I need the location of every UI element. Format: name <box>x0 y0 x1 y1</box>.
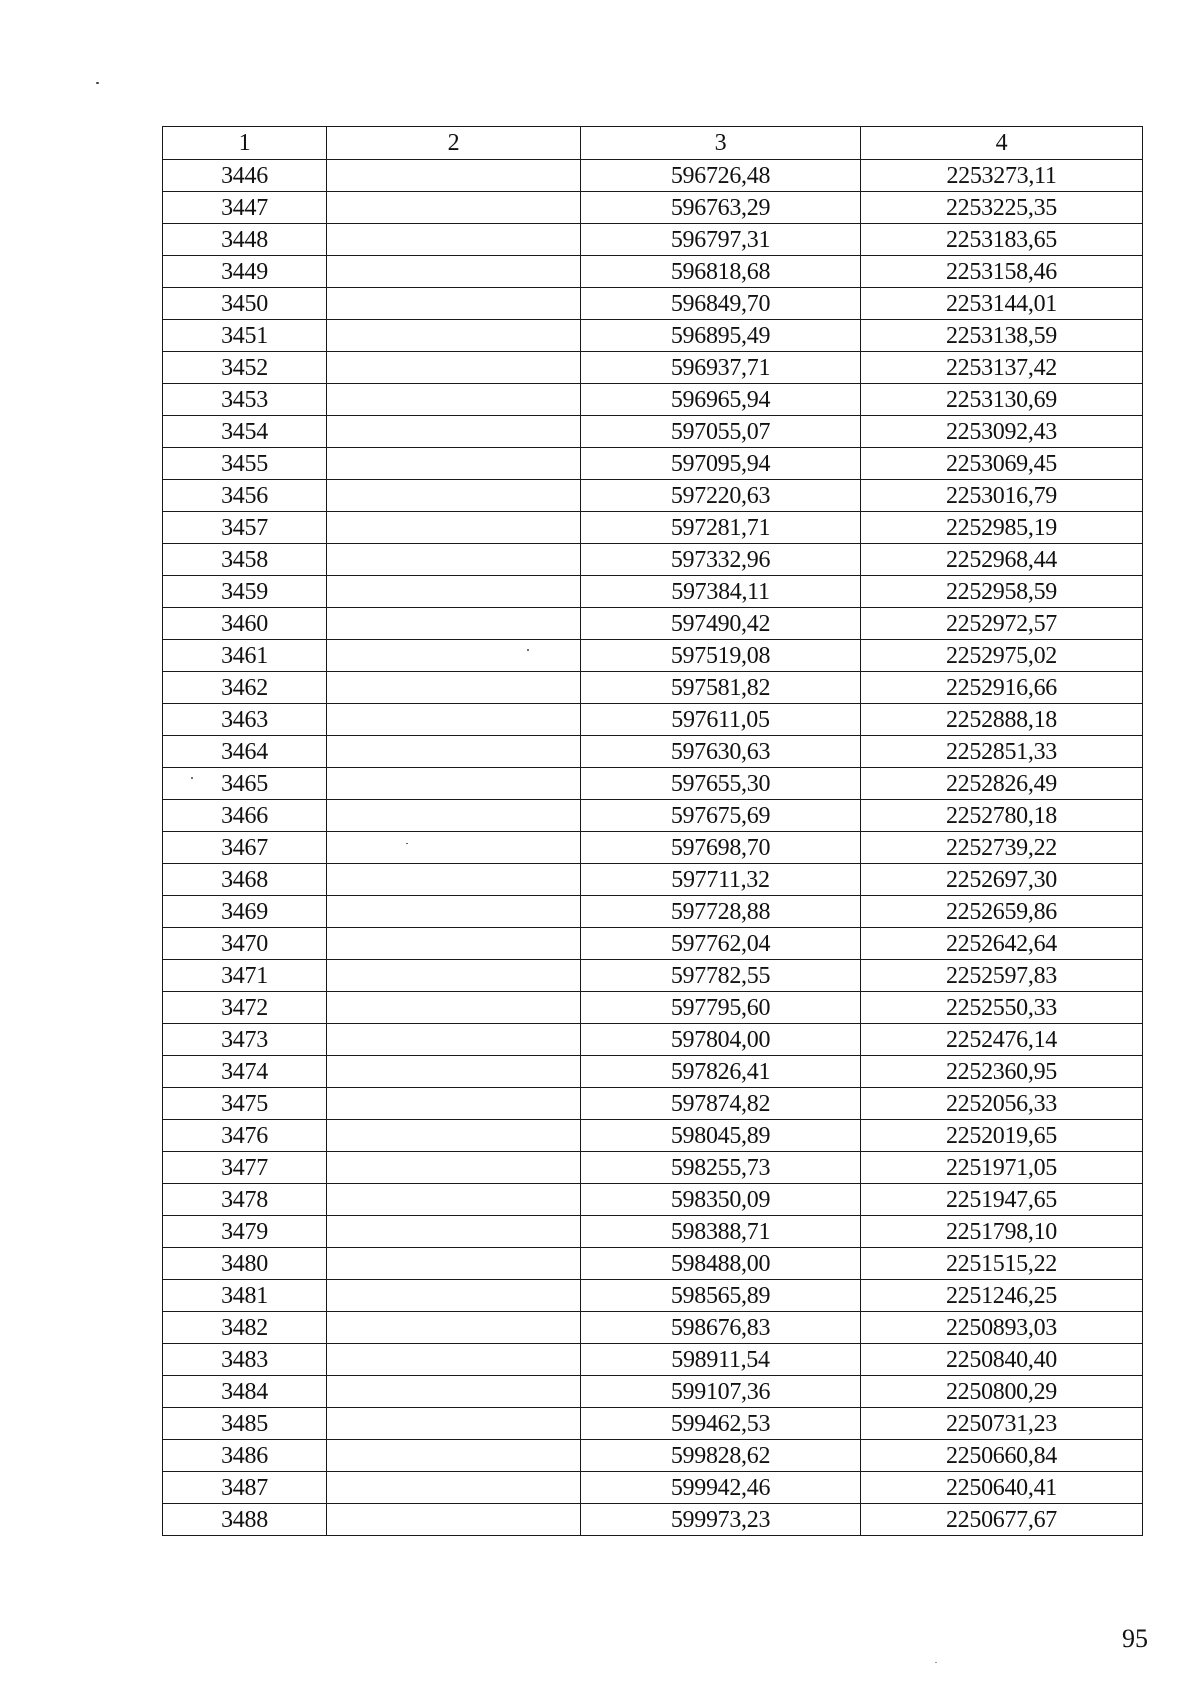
table-row <box>163 448 1143 480</box>
y-coordinate-cell: 2250800,29 <box>861 1376 1143 1408</box>
point-number-cell: 3459 <box>163 576 327 608</box>
description-cell <box>327 1216 581 1248</box>
y-coordinate-cell: 2253092,43 <box>861 416 1143 448</box>
y-coordinate-cell: 2252550,33 <box>861 992 1143 1024</box>
description-cell <box>327 192 581 224</box>
y-coordinate-cell: 2250731,23 <box>861 1408 1143 1440</box>
point-number-cell: 3458 <box>163 544 327 576</box>
description-cell <box>327 800 581 832</box>
point-number-cell: 3466 <box>163 800 327 832</box>
table-row <box>163 192 1143 224</box>
y-coordinate-cell: 2253183,65 <box>861 224 1143 256</box>
y-coordinate-cell: 2252851,33 <box>861 736 1143 768</box>
table-row <box>163 288 1143 320</box>
x-coordinate-cell: 598488,00 <box>581 1248 861 1280</box>
table-row <box>163 1120 1143 1152</box>
y-coordinate-cell: 2250640,41 <box>861 1472 1143 1504</box>
description-cell <box>327 288 581 320</box>
table-row <box>163 1504 1143 1536</box>
y-coordinate-cell: 2250677,67 <box>861 1504 1143 1536</box>
description-cell <box>327 864 581 896</box>
y-coordinate-cell: 2250840,40 <box>861 1344 1143 1376</box>
point-number-cell: 3464 <box>163 736 327 768</box>
y-coordinate-cell: 2252697,30 <box>861 864 1143 896</box>
y-coordinate-cell: 2253158,46 <box>861 256 1143 288</box>
description-cell <box>327 704 581 736</box>
table-row <box>163 1280 1143 1312</box>
point-number-cell: 3461 <box>163 640 327 672</box>
table-row <box>163 1344 1143 1376</box>
page-number: 95 <box>1122 1624 1148 1653</box>
table-row <box>163 800 1143 832</box>
y-coordinate-cell: 2251947,65 <box>861 1184 1143 1216</box>
table-row <box>163 1472 1143 1504</box>
point-number-cell: 3468 <box>163 864 327 896</box>
x-coordinate-cell: 597055,07 <box>581 416 861 448</box>
description-cell <box>327 640 581 672</box>
description-cell <box>327 416 581 448</box>
point-number-cell: 3475 <box>163 1088 327 1120</box>
x-coordinate-cell: 597675,69 <box>581 800 861 832</box>
point-number-cell: 3482 <box>163 1312 327 1344</box>
table-row <box>163 320 1143 352</box>
description-cell <box>327 608 581 640</box>
x-coordinate-cell: 599942,46 <box>581 1472 861 1504</box>
x-coordinate-cell: 596726,48 <box>581 160 861 192</box>
point-number-cell: 3446 <box>163 160 327 192</box>
table-row <box>163 736 1143 768</box>
x-coordinate-cell: 597762,04 <box>581 928 861 960</box>
point-number-cell: 3457 <box>163 512 327 544</box>
x-coordinate-cell: 597826,41 <box>581 1056 861 1088</box>
point-number-cell: 3447 <box>163 192 327 224</box>
y-coordinate-cell: 2252019,65 <box>861 1120 1143 1152</box>
y-coordinate-cell: 2250660,84 <box>861 1440 1143 1472</box>
table-row <box>163 1248 1143 1280</box>
description-cell <box>327 960 581 992</box>
table-row <box>163 1088 1143 1120</box>
point-number-cell: 3479 <box>163 1216 327 1248</box>
coordinates-table <box>162 126 1143 1536</box>
table-row <box>163 1152 1143 1184</box>
x-coordinate-cell: 597655,30 <box>581 768 861 800</box>
point-number-cell: 3487 <box>163 1472 327 1504</box>
point-number-cell: 3448 <box>163 224 327 256</box>
point-number-cell: 3456 <box>163 480 327 512</box>
y-coordinate-cell: 2253144,01 <box>861 288 1143 320</box>
description-cell <box>327 1408 581 1440</box>
table-row <box>163 864 1143 896</box>
y-coordinate-cell: 2253138,59 <box>861 320 1143 352</box>
description-cell <box>327 1376 581 1408</box>
table-row <box>163 1312 1143 1344</box>
table-row <box>163 672 1143 704</box>
point-number-cell: 3469 <box>163 896 327 928</box>
x-coordinate-cell: 597519,08 <box>581 640 861 672</box>
y-coordinate-cell: 2252916,66 <box>861 672 1143 704</box>
x-coordinate-cell: 597698,70 <box>581 832 861 864</box>
x-coordinate-cell: 597581,82 <box>581 672 861 704</box>
point-number-cell: 3449 <box>163 256 327 288</box>
x-coordinate-cell: 598388,71 <box>581 1216 861 1248</box>
x-coordinate-cell: 596763,29 <box>581 192 861 224</box>
column-header-2: 2 <box>327 127 581 160</box>
table-row <box>163 224 1143 256</box>
description-cell <box>327 1440 581 1472</box>
point-number-cell: 3481 <box>163 1280 327 1312</box>
description-cell <box>327 1152 581 1184</box>
x-coordinate-cell: 596818,68 <box>581 256 861 288</box>
y-coordinate-cell: 2252360,95 <box>861 1056 1143 1088</box>
description-cell <box>327 256 581 288</box>
point-number-cell: 3467 <box>163 832 327 864</box>
x-coordinate-cell: 598350,09 <box>581 1184 861 1216</box>
point-number-cell: 3460 <box>163 608 327 640</box>
description-cell <box>327 1184 581 1216</box>
description-cell <box>327 1088 581 1120</box>
x-coordinate-cell: 597804,00 <box>581 1024 861 1056</box>
x-coordinate-cell: 597490,42 <box>581 608 861 640</box>
description-cell <box>327 448 581 480</box>
description-cell <box>327 832 581 864</box>
y-coordinate-cell: 2251246,25 <box>861 1280 1143 1312</box>
y-coordinate-cell: 2253016,79 <box>861 480 1143 512</box>
y-coordinate-cell: 2253225,35 <box>861 192 1143 224</box>
point-number-cell: 3483 <box>163 1344 327 1376</box>
y-coordinate-cell: 2250893,03 <box>861 1312 1143 1344</box>
point-number-cell: 3452 <box>163 352 327 384</box>
description-cell <box>327 576 581 608</box>
y-coordinate-cell: 2252985,19 <box>861 512 1143 544</box>
description-cell <box>327 160 581 192</box>
table-row <box>163 576 1143 608</box>
y-coordinate-cell: 2253137,42 <box>861 352 1143 384</box>
description-cell <box>327 992 581 1024</box>
table-row <box>163 640 1143 672</box>
point-number-cell: 3462 <box>163 672 327 704</box>
column-header-1: 1 <box>163 127 327 160</box>
table-row <box>163 832 1143 864</box>
point-number-cell: 3480 <box>163 1248 327 1280</box>
table-row <box>163 352 1143 384</box>
table-row <box>163 1056 1143 1088</box>
x-coordinate-cell: 596797,31 <box>581 224 861 256</box>
y-coordinate-cell: 2252826,49 <box>861 768 1143 800</box>
table-row <box>163 608 1143 640</box>
x-coordinate-cell: 597630,63 <box>581 736 861 768</box>
point-number-cell: 3463 <box>163 704 327 736</box>
table-row <box>163 256 1143 288</box>
x-coordinate-cell: 596849,70 <box>581 288 861 320</box>
table-row <box>163 416 1143 448</box>
y-coordinate-cell: 2252888,18 <box>861 704 1143 736</box>
table-row <box>163 704 1143 736</box>
y-coordinate-cell: 2252958,59 <box>861 576 1143 608</box>
table-row <box>163 1440 1143 1472</box>
point-number-cell: 3455 <box>163 448 327 480</box>
point-number-cell: 3488 <box>163 1504 327 1536</box>
x-coordinate-cell: 597611,05 <box>581 704 861 736</box>
description-cell <box>327 1024 581 1056</box>
y-coordinate-cell: 2251971,05 <box>861 1152 1143 1184</box>
description-cell <box>327 320 581 352</box>
description-cell <box>327 768 581 800</box>
x-coordinate-cell: 598676,83 <box>581 1312 861 1344</box>
point-number-cell: 3451 <box>163 320 327 352</box>
scan-speck <box>96 82 99 84</box>
x-coordinate-cell: 596937,71 <box>581 352 861 384</box>
point-number-cell: 3474 <box>163 1056 327 1088</box>
x-coordinate-cell: 597281,71 <box>581 512 861 544</box>
description-cell <box>327 1472 581 1504</box>
description-cell <box>327 1280 581 1312</box>
point-number-cell: 3484 <box>163 1376 327 1408</box>
table-row <box>163 896 1143 928</box>
x-coordinate-cell: 598565,89 <box>581 1280 861 1312</box>
point-number-cell: 3470 <box>163 928 327 960</box>
x-coordinate-cell: 599462,53 <box>581 1408 861 1440</box>
point-number-cell: 3476 <box>163 1120 327 1152</box>
y-coordinate-cell: 2252056,33 <box>861 1088 1143 1120</box>
point-number-cell: 3485 <box>163 1408 327 1440</box>
x-coordinate-cell: 597795,60 <box>581 992 861 1024</box>
y-coordinate-cell: 2252659,86 <box>861 896 1143 928</box>
table-row <box>163 480 1143 512</box>
point-number-cell: 3486 <box>163 1440 327 1472</box>
y-coordinate-cell: 2252739,22 <box>861 832 1143 864</box>
table-row <box>163 1376 1143 1408</box>
x-coordinate-cell: 598911,54 <box>581 1344 861 1376</box>
x-coordinate-cell: 597384,11 <box>581 576 861 608</box>
x-coordinate-cell: 597728,88 <box>581 896 861 928</box>
description-cell <box>327 1120 581 1152</box>
description-cell <box>327 512 581 544</box>
y-coordinate-cell: 2251515,22 <box>861 1248 1143 1280</box>
x-coordinate-cell: 599973,23 <box>581 1504 861 1536</box>
description-cell <box>327 224 581 256</box>
y-coordinate-cell: 2252975,02 <box>861 640 1143 672</box>
point-number-cell: 3454 <box>163 416 327 448</box>
description-cell <box>327 352 581 384</box>
description-cell <box>327 480 581 512</box>
table-row <box>163 160 1143 192</box>
description-cell <box>327 1504 581 1536</box>
x-coordinate-cell: 598045,89 <box>581 1120 861 1152</box>
x-coordinate-cell: 596895,49 <box>581 320 861 352</box>
table-row <box>163 384 1143 416</box>
table-row <box>163 960 1143 992</box>
table-row <box>163 1024 1143 1056</box>
column-header-4: 4 <box>861 127 1143 160</box>
x-coordinate-cell: 597782,55 <box>581 960 861 992</box>
table-row <box>163 544 1143 576</box>
point-number-cell: 3450 <box>163 288 327 320</box>
y-coordinate-cell: 2252968,44 <box>861 544 1143 576</box>
y-coordinate-cell: 2253069,45 <box>861 448 1143 480</box>
point-number-cell: 3471 <box>163 960 327 992</box>
y-coordinate-cell: 2253273,11 <box>861 160 1143 192</box>
table-row <box>163 512 1143 544</box>
table-row <box>163 928 1143 960</box>
x-coordinate-cell: 599828,62 <box>581 1440 861 1472</box>
y-coordinate-cell: 2251798,10 <box>861 1216 1143 1248</box>
table-row <box>163 1408 1143 1440</box>
description-cell <box>327 1312 581 1344</box>
point-number-cell: 3473 <box>163 1024 327 1056</box>
y-coordinate-cell: 2252476,14 <box>861 1024 1143 1056</box>
description-cell <box>327 1344 581 1376</box>
table-row <box>163 768 1143 800</box>
x-coordinate-cell: 598255,73 <box>581 1152 861 1184</box>
y-coordinate-cell: 2252972,57 <box>861 608 1143 640</box>
point-number-cell: 3472 <box>163 992 327 1024</box>
table-row <box>163 1216 1143 1248</box>
x-coordinate-cell: 597332,96 <box>581 544 861 576</box>
table-row <box>163 1184 1143 1216</box>
x-coordinate-cell: 597095,94 <box>581 448 861 480</box>
point-number-cell: 3477 <box>163 1152 327 1184</box>
x-coordinate-cell: 597874,82 <box>581 1088 861 1120</box>
table-body <box>163 160 1143 1536</box>
description-cell <box>327 928 581 960</box>
description-cell <box>327 896 581 928</box>
scan-speck <box>935 1662 937 1663</box>
description-cell <box>327 384 581 416</box>
column-header-3: 3 <box>581 127 861 160</box>
description-cell <box>327 1056 581 1088</box>
description-cell <box>327 1248 581 1280</box>
x-coordinate-cell: 599107,36 <box>581 1376 861 1408</box>
table-row <box>163 992 1143 1024</box>
point-number-cell: 3465 <box>163 768 327 800</box>
description-cell <box>327 736 581 768</box>
table-header-row <box>163 127 1143 160</box>
point-number-cell: 3478 <box>163 1184 327 1216</box>
description-cell <box>327 672 581 704</box>
x-coordinate-cell: 596965,94 <box>581 384 861 416</box>
y-coordinate-cell: 2252597,83 <box>861 960 1143 992</box>
y-coordinate-cell: 2252642,64 <box>861 928 1143 960</box>
y-coordinate-cell: 2252780,18 <box>861 800 1143 832</box>
y-coordinate-cell: 2253130,69 <box>861 384 1143 416</box>
point-number-cell: 3453 <box>163 384 327 416</box>
description-cell <box>327 544 581 576</box>
x-coordinate-cell: 597220,63 <box>581 480 861 512</box>
x-coordinate-cell: 597711,32 <box>581 864 861 896</box>
